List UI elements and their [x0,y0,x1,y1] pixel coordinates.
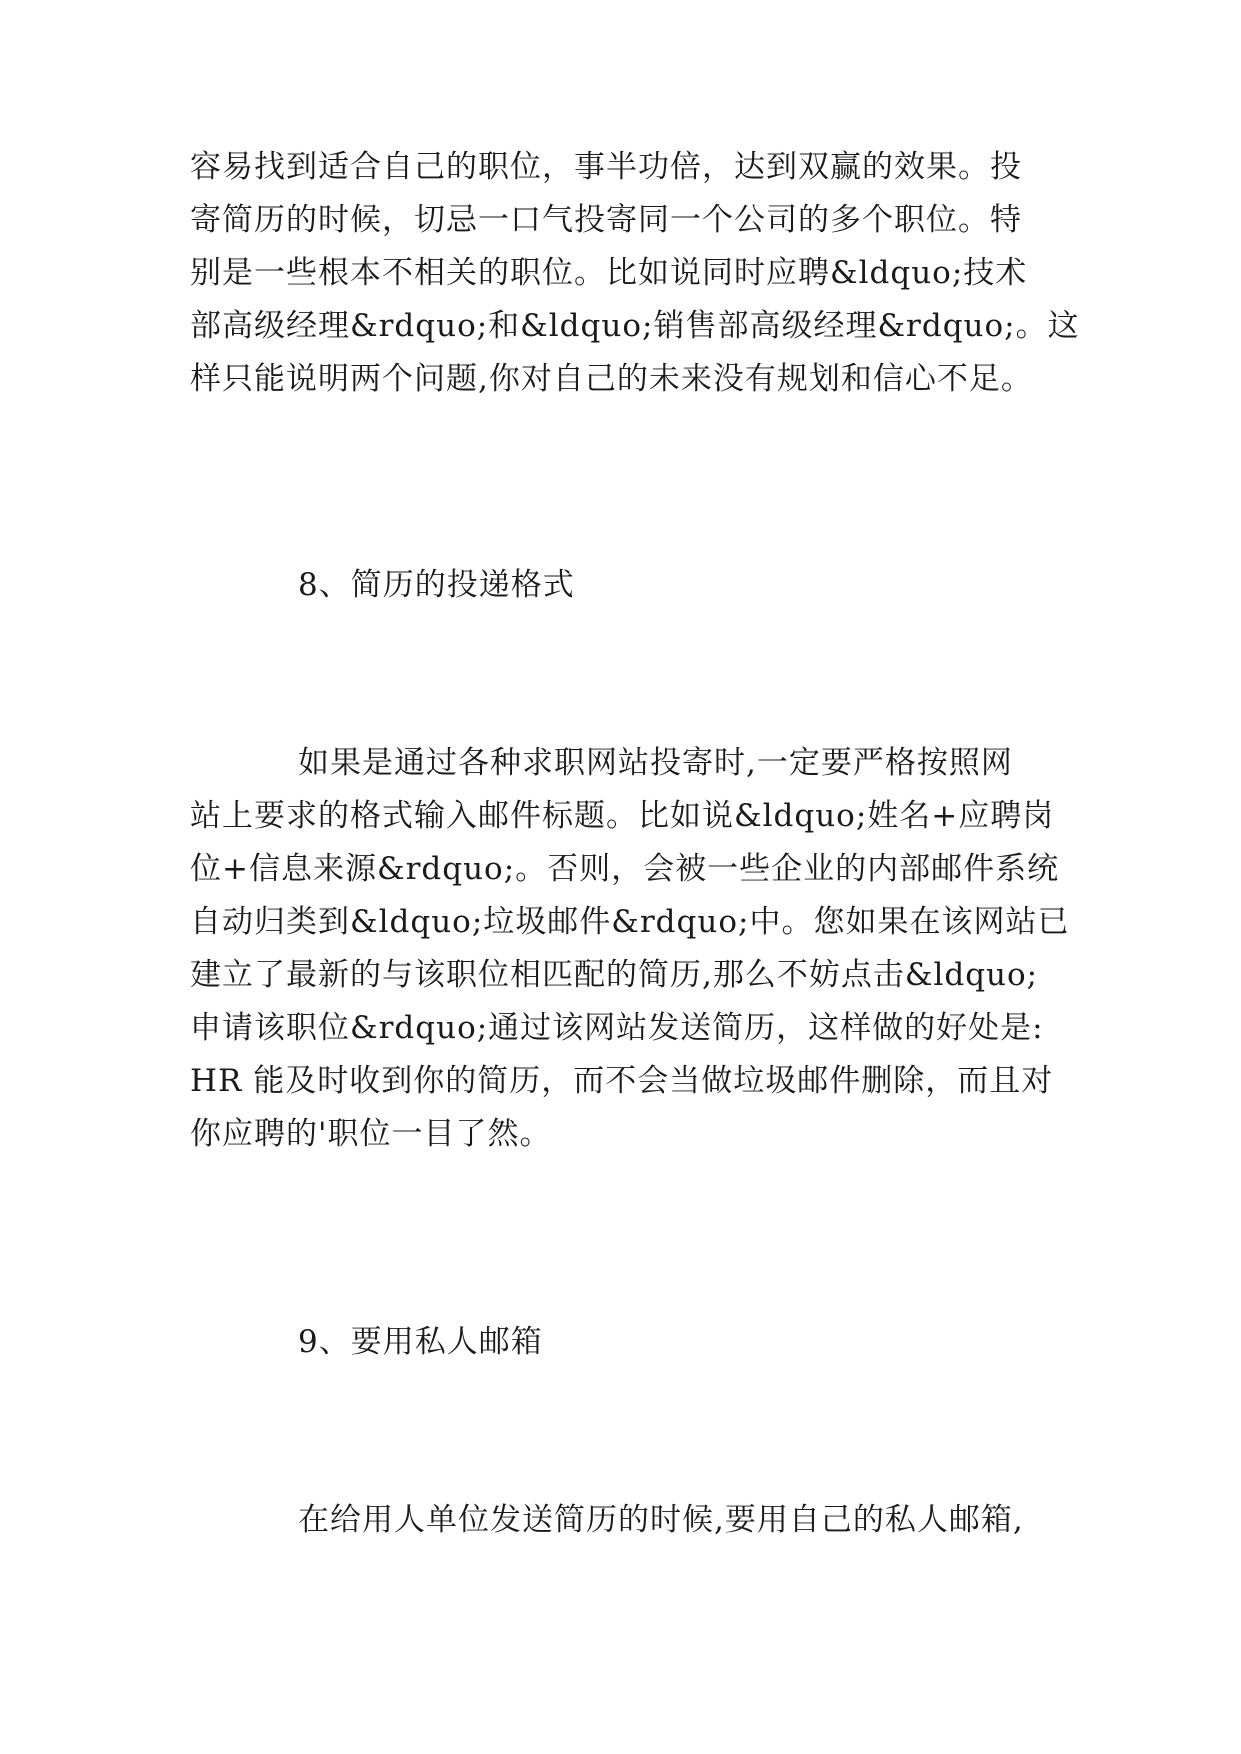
paragraph-1-line-5: 样只能说明两个问题,你对自己的未来没有规划和信心不足。 [190,361,1033,397]
section-heading-9: 9、要用私人邮箱 [298,1324,543,1360]
paragraph-2-line-5: 建立了最新的与该职位相匹配的简历,那么不妨点击&ldquo; [190,957,1039,993]
paragraph-2-line-8: 你应聘的'职位一目了然。 [190,1116,552,1152]
paragraph-2-line-7: HR 能及时收到你的简历，而不会当做垃圾邮件删除，而且对 [190,1063,1054,1099]
paragraph-2-line-1: 如果是通过各种求职网站投寄时,一定要严格按照网 [298,745,1013,781]
section-heading-8: 8、简历的投递格式 [298,567,575,603]
paragraph-2-line-2: 站上要求的格式输入邮件标题。比如说&ldquo;姓名+应聘岗 [190,798,1055,834]
paragraph-2-line-6: 申请该职位&rdquo;通过该网站发送简历，这样做的好处是: [190,1010,1044,1046]
paragraph-1-line-3: 别是一些根本不相关的职位。比如说同时应聘&ldquo;技术 [190,255,1028,291]
paragraph-3-line-1: 在给用人单位发送简历的时候,要用自己的私人邮箱, [298,1502,1024,1538]
paragraph-1-line-4: 部高级经理&rdquo;和&ldquo;销售部高级经理&rdquo;。这 [190,308,1080,344]
paragraph-1-line-2: 寄简历的时候，切忌一口气投寄同一个公司的多个职位。特 [190,202,1022,238]
paragraph-1-line-1: 容易找到适合自己的职位，事半功倍，达到双赢的效果。投 [190,149,1022,185]
paragraph-2-line-4: 自动归类到&ldquo;垃圾邮件&rdquo;中。您如果在该网站已 [190,904,1070,940]
paragraph-2-line-3: 位+信息来源&rdquo;。否则，会被一些企业的内部邮件系统 [190,851,1060,887]
